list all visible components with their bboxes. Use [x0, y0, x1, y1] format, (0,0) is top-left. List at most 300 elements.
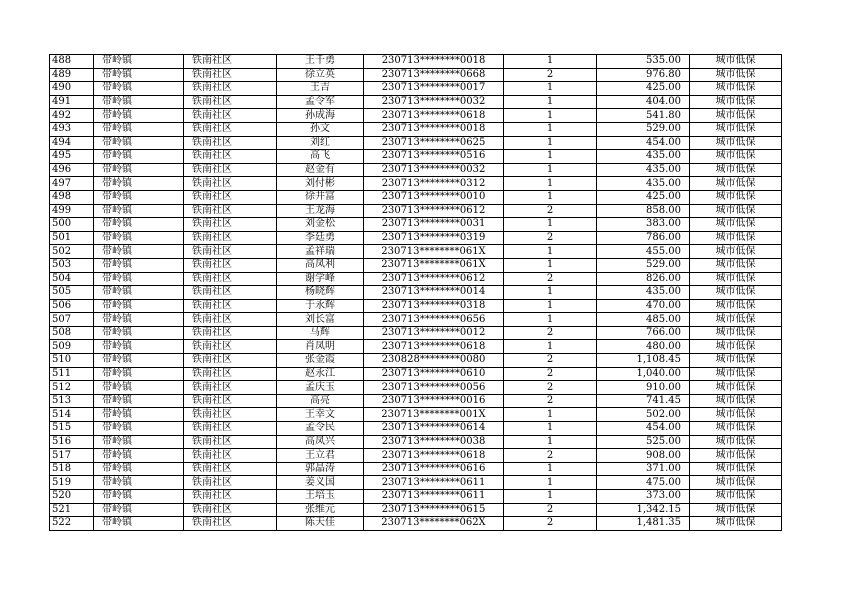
name-cell: 徐井富: [277, 190, 364, 204]
town-cell: 带岭镇: [94, 354, 184, 368]
assistance-type-cell: 城市低保: [690, 449, 782, 463]
community-cell: 铁南社区: [184, 204, 277, 218]
town-cell: 带岭镇: [94, 190, 184, 204]
table-row: [50, 204, 782, 218]
table-row: [50, 503, 782, 517]
name-cell: 张金霞: [277, 354, 364, 368]
community-cell: 铁南社区: [184, 449, 277, 463]
household-count-cell: 2: [504, 231, 597, 245]
table-row: [50, 422, 782, 436]
table-row: [50, 190, 782, 204]
town-cell: 带岭镇: [94, 422, 184, 436]
community-cell: 铁南社区: [184, 218, 277, 232]
town-cell: 带岭镇: [94, 95, 184, 109]
town-cell: 带岭镇: [94, 381, 184, 395]
amount-cell: 529.00: [597, 122, 690, 136]
name-cell: 肖凤明: [277, 340, 364, 354]
community-cell: 铁南社区: [184, 190, 277, 204]
name-cell: 高凤利: [277, 258, 364, 272]
household-count-cell: 2: [504, 394, 597, 408]
amount-cell: 485.00: [597, 313, 690, 327]
community-cell: 铁南社区: [184, 354, 277, 368]
row-number: 500: [50, 218, 94, 232]
name-cell: 张维元: [277, 503, 364, 517]
id-number-cell: 230713********0056: [364, 381, 504, 395]
row-number: 522: [50, 517, 94, 531]
town-cell: 带岭镇: [94, 136, 184, 150]
id-number-cell: 230713********062X: [364, 517, 504, 531]
community-cell: 铁南社区: [184, 82, 277, 96]
community-cell: 铁南社区: [184, 95, 277, 109]
row-number: 517: [50, 449, 94, 463]
assistance-type-cell: 城市低保: [690, 95, 782, 109]
amount-cell: 858.00: [597, 204, 690, 218]
assistance-type-cell: 城市低保: [690, 490, 782, 504]
household-count-cell: 1: [504, 422, 597, 436]
table-row: [50, 231, 782, 245]
community-cell: 铁南社区: [184, 150, 277, 164]
name-cell: 高凤兴: [277, 435, 364, 449]
table-row: [50, 490, 782, 504]
town-cell: 带岭镇: [94, 272, 184, 286]
amount-cell: 371.00: [597, 462, 690, 476]
household-count-cell: 1: [504, 136, 597, 150]
id-number-cell: 230713********0614: [364, 422, 504, 436]
name-cell: 赵永江: [277, 367, 364, 381]
id-number-cell: 230713********0017: [364, 82, 504, 96]
household-count-cell: 2: [504, 503, 597, 517]
household-count-cell: 1: [504, 245, 597, 259]
name-cell: 高亮: [277, 394, 364, 408]
table-row: [50, 286, 782, 300]
town-cell: 带岭镇: [94, 258, 184, 272]
table-row: [50, 109, 782, 123]
community-cell: 铁南社区: [184, 231, 277, 245]
id-number-cell: 230713********0516: [364, 150, 504, 164]
name-cell: 孟令军: [277, 95, 364, 109]
amount-cell: 826.00: [597, 272, 690, 286]
name-cell: 王培玉: [277, 490, 364, 504]
town-cell: 带岭镇: [94, 109, 184, 123]
household-count-cell: 1: [504, 435, 597, 449]
name-cell: 王立君: [277, 449, 364, 463]
community-cell: 铁南社区: [184, 299, 277, 313]
id-number-cell: 230713********0038: [364, 435, 504, 449]
name-cell: 王吉: [277, 82, 364, 96]
table-row: [50, 177, 782, 191]
town-cell: 带岭镇: [94, 245, 184, 259]
assistance-type-cell: 城市低保: [690, 408, 782, 422]
name-cell: 王千勇: [277, 55, 364, 69]
community-cell: 铁南社区: [184, 313, 277, 327]
name-cell: 刘长富: [277, 313, 364, 327]
id-number-cell: 230713********0656: [364, 313, 504, 327]
assistance-type-cell: 城市低保: [690, 354, 782, 368]
household-count-cell: 1: [504, 462, 597, 476]
id-number-cell: 230713********0618: [364, 109, 504, 123]
name-cell: 孟祥瑞: [277, 245, 364, 259]
town-cell: 带岭镇: [94, 435, 184, 449]
assistance-type-cell: 城市低保: [690, 313, 782, 327]
id-number-cell: 230713********0611: [364, 476, 504, 490]
community-cell: 铁南社区: [184, 177, 277, 191]
amount-cell: 455.00: [597, 245, 690, 259]
row-number: 488: [50, 55, 94, 69]
table-row: [50, 68, 782, 82]
community-cell: 铁南社区: [184, 517, 277, 531]
amount-cell: 383.00: [597, 218, 690, 232]
id-number-cell: 230713********0312: [364, 177, 504, 191]
id-number-cell: 230713********0616: [364, 462, 504, 476]
row-number: 512: [50, 381, 94, 395]
household-count-cell: 2: [504, 381, 597, 395]
household-count-cell: 1: [504, 122, 597, 136]
community-cell: 铁南社区: [184, 163, 277, 177]
row-number: 501: [50, 231, 94, 245]
assistance-type-cell: 城市低保: [690, 122, 782, 136]
town-cell: 带岭镇: [94, 517, 184, 531]
community-cell: 铁南社区: [184, 326, 277, 340]
household-count-cell: 1: [504, 190, 597, 204]
assistance-type-cell: 城市低保: [690, 68, 782, 82]
id-number-cell: 230713********061X: [364, 258, 504, 272]
id-number-cell: 230713********0618: [364, 449, 504, 463]
row-number: 504: [50, 272, 94, 286]
community-cell: 铁南社区: [184, 476, 277, 490]
amount-cell: 1,040.00: [597, 367, 690, 381]
row-number: 494: [50, 136, 94, 150]
amount-cell: 404.00: [597, 95, 690, 109]
amount-cell: 1,481.35: [597, 517, 690, 531]
table-row: [50, 258, 782, 272]
row-number: 489: [50, 68, 94, 82]
row-number: 492: [50, 109, 94, 123]
id-number-cell: 230713********0612: [364, 272, 504, 286]
town-cell: 带岭镇: [94, 462, 184, 476]
row-number: 514: [50, 408, 94, 422]
assistance-type-cell: 城市低保: [690, 462, 782, 476]
amount-cell: 786.00: [597, 231, 690, 245]
household-count-cell: 1: [504, 286, 597, 300]
assistance-type-cell: 城市低保: [690, 245, 782, 259]
id-number-cell: 230713********061X: [364, 245, 504, 259]
household-count-cell: 2: [504, 517, 597, 531]
amount-cell: 435.00: [597, 286, 690, 300]
household-count-cell: 1: [504, 313, 597, 327]
name-cell: 谢学峰: [277, 272, 364, 286]
id-number-cell: 230713********0318: [364, 299, 504, 313]
table-row: [50, 82, 782, 96]
amount-cell: 535.00: [597, 55, 690, 69]
town-cell: 带岭镇: [94, 490, 184, 504]
household-count-cell: 1: [504, 408, 597, 422]
household-count-cell: 2: [504, 354, 597, 368]
community-cell: 铁南社区: [184, 109, 277, 123]
name-cell: 赵金有: [277, 163, 364, 177]
town-cell: 带岭镇: [94, 476, 184, 490]
amount-cell: 435.00: [597, 150, 690, 164]
community-cell: 铁南社区: [184, 503, 277, 517]
name-cell: 刘付彬: [277, 177, 364, 191]
community-cell: 铁南社区: [184, 272, 277, 286]
row-number: 521: [50, 503, 94, 517]
row-number: 513: [50, 394, 94, 408]
table-row: [50, 136, 782, 150]
name-cell: 孙成海: [277, 109, 364, 123]
community-cell: 铁南社区: [184, 136, 277, 150]
amount-cell: 425.00: [597, 82, 690, 96]
table-row: [50, 517, 782, 531]
name-cell: 王龙海: [277, 204, 364, 218]
amount-cell: 976.80: [597, 68, 690, 82]
name-cell: 姜义国: [277, 476, 364, 490]
town-cell: 带岭镇: [94, 408, 184, 422]
household-count-cell: 1: [504, 55, 597, 69]
community-cell: 铁南社区: [184, 55, 277, 69]
name-cell: 陈天佳: [277, 517, 364, 531]
table-row: [50, 218, 782, 232]
assistance-type-cell: 城市低保: [690, 503, 782, 517]
town-cell: 带岭镇: [94, 68, 184, 82]
table-row: [50, 449, 782, 463]
assistance-type-cell: 城市低保: [690, 326, 782, 340]
id-number-cell: 230828********0080: [364, 354, 504, 368]
household-count-cell: 1: [504, 218, 597, 232]
amount-cell: 541.80: [597, 109, 690, 123]
household-count-cell: 2: [504, 449, 597, 463]
assistance-type-cell: 城市低保: [690, 177, 782, 191]
assistance-type-cell: 城市低保: [690, 422, 782, 436]
town-cell: 带岭镇: [94, 122, 184, 136]
household-count-cell: 1: [504, 150, 597, 164]
town-cell: 带岭镇: [94, 204, 184, 218]
community-cell: 铁南社区: [184, 340, 277, 354]
household-count-cell: 1: [504, 258, 597, 272]
household-count-cell: 1: [504, 177, 597, 191]
id-number-cell: 230713********0668: [364, 68, 504, 82]
row-number: 515: [50, 422, 94, 436]
amount-cell: 475.00: [597, 476, 690, 490]
row-number: 506: [50, 299, 94, 313]
table-row: [50, 245, 782, 259]
row-number: 490: [50, 82, 94, 96]
row-number: 518: [50, 462, 94, 476]
town-cell: 带岭镇: [94, 367, 184, 381]
name-cell: 孟庆玉: [277, 381, 364, 395]
community-cell: 铁南社区: [184, 435, 277, 449]
table-row: [50, 122, 782, 136]
household-count-cell: 2: [504, 326, 597, 340]
town-cell: 带岭镇: [94, 394, 184, 408]
town-cell: 带岭镇: [94, 150, 184, 164]
name-cell: 高飞: [277, 150, 364, 164]
id-number-cell: 230713********001X: [364, 408, 504, 422]
town-cell: 带岭镇: [94, 313, 184, 327]
row-number: 496: [50, 163, 94, 177]
row-number: 495: [50, 150, 94, 164]
assistance-type-cell: 城市低保: [690, 367, 782, 381]
assistance-type-cell: 城市低保: [690, 136, 782, 150]
household-count-cell: 1: [504, 163, 597, 177]
id-number-cell: 230713********0611: [364, 490, 504, 504]
amount-cell: 1,108.45: [597, 354, 690, 368]
table-row: [50, 354, 782, 368]
id-number-cell: 230713********0032: [364, 163, 504, 177]
assistance-type-cell: 城市低保: [690, 286, 782, 300]
assistance-type-cell: 城市低保: [690, 218, 782, 232]
amount-cell: 908.00: [597, 449, 690, 463]
town-cell: 带岭镇: [94, 163, 184, 177]
amount-cell: 454.00: [597, 422, 690, 436]
name-cell: 郭晶涛: [277, 462, 364, 476]
town-cell: 带岭镇: [94, 503, 184, 517]
assistance-type-cell: 城市低保: [690, 340, 782, 354]
table-row: [50, 313, 782, 327]
amount-cell: 454.00: [597, 136, 690, 150]
table-row: [50, 367, 782, 381]
town-cell: 带岭镇: [94, 177, 184, 191]
household-count-cell: 2: [504, 68, 597, 82]
name-cell: 孙文: [277, 122, 364, 136]
table-row: [50, 299, 782, 313]
household-count-cell: 2: [504, 272, 597, 286]
row-number: 509: [50, 340, 94, 354]
row-number: 505: [50, 286, 94, 300]
row-number: 493: [50, 122, 94, 136]
community-cell: 铁南社区: [184, 394, 277, 408]
amount-cell: 766.00: [597, 326, 690, 340]
row-number: 519: [50, 476, 94, 490]
id-number-cell: 230713********0014: [364, 286, 504, 300]
assistance-type-cell: 城市低保: [690, 381, 782, 395]
name-cell: 孟令民: [277, 422, 364, 436]
household-count-cell: 2: [504, 367, 597, 381]
community-cell: 铁南社区: [184, 490, 277, 504]
row-number: 502: [50, 245, 94, 259]
community-cell: 铁南社区: [184, 286, 277, 300]
id-number-cell: 230713********0016: [364, 394, 504, 408]
community-cell: 铁南社区: [184, 122, 277, 136]
amount-cell: 1,342.15: [597, 503, 690, 517]
row-number: 498: [50, 190, 94, 204]
assistance-type-cell: 城市低保: [690, 476, 782, 490]
assistance-type-cell: 城市低保: [690, 163, 782, 177]
community-cell: 铁南社区: [184, 408, 277, 422]
row-number: 507: [50, 313, 94, 327]
household-count-cell: 1: [504, 109, 597, 123]
subsidy-table: [49, 54, 782, 531]
community-cell: 铁南社区: [184, 68, 277, 82]
id-number-cell: 230713********0018: [364, 55, 504, 69]
table-row: [50, 326, 782, 340]
assistance-type-cell: 城市低保: [690, 55, 782, 69]
name-cell: 于永辉: [277, 299, 364, 313]
table-row: [50, 435, 782, 449]
household-count-cell: 1: [504, 490, 597, 504]
town-cell: 带岭镇: [94, 218, 184, 232]
name-cell: 徐立英: [277, 68, 364, 82]
row-number: 511: [50, 367, 94, 381]
assistance-type-cell: 城市低保: [690, 231, 782, 245]
assistance-type-cell: 城市低保: [690, 394, 782, 408]
id-number-cell: 230713********0319: [364, 231, 504, 245]
id-number-cell: 230713********0031: [364, 218, 504, 232]
assistance-type-cell: 城市低保: [690, 435, 782, 449]
assistance-type-cell: 城市低保: [690, 204, 782, 218]
household-count-cell: 2: [504, 204, 597, 218]
id-number-cell: 230713********0010: [364, 190, 504, 204]
row-number: 491: [50, 95, 94, 109]
town-cell: 带岭镇: [94, 82, 184, 96]
id-number-cell: 230713********0032: [364, 95, 504, 109]
id-number-cell: 230713********0018: [364, 122, 504, 136]
table-row: [50, 462, 782, 476]
amount-cell: 525.00: [597, 435, 690, 449]
row-number: 497: [50, 177, 94, 191]
amount-cell: 425.00: [597, 190, 690, 204]
town-cell: 带岭镇: [94, 340, 184, 354]
household-count-cell: 1: [504, 95, 597, 109]
amount-cell: 529.00: [597, 258, 690, 272]
table-row: [50, 381, 782, 395]
name-cell: 杨晓辉: [277, 286, 364, 300]
table-row: [50, 95, 782, 109]
amount-cell: 741.45: [597, 394, 690, 408]
table-row: [50, 272, 782, 286]
amount-cell: 373.00: [597, 490, 690, 504]
assistance-type-cell: 城市低保: [690, 299, 782, 313]
table-row: [50, 55, 782, 69]
community-cell: 铁南社区: [184, 367, 277, 381]
town-cell: 带岭镇: [94, 326, 184, 340]
table-body: [50, 55, 782, 531]
row-number: 508: [50, 326, 94, 340]
id-number-cell: 230713********0615: [364, 503, 504, 517]
name-cell: 王幸文: [277, 408, 364, 422]
amount-cell: 435.00: [597, 163, 690, 177]
town-cell: 带岭镇: [94, 231, 184, 245]
community-cell: 铁南社区: [184, 462, 277, 476]
town-cell: 带岭镇: [94, 55, 184, 69]
household-count-cell: 1: [504, 82, 597, 96]
table-row: [50, 408, 782, 422]
household-count-cell: 1: [504, 476, 597, 490]
household-count-cell: 1: [504, 299, 597, 313]
community-cell: 铁南社区: [184, 422, 277, 436]
assistance-type-cell: 城市低保: [690, 258, 782, 272]
name-cell: 刘金松: [277, 218, 364, 232]
assistance-type-cell: 城市低保: [690, 517, 782, 531]
assistance-type-cell: 城市低保: [690, 109, 782, 123]
town-cell: 带岭镇: [94, 299, 184, 313]
household-count-cell: 1: [504, 340, 597, 354]
table-row: [50, 163, 782, 177]
amount-cell: 502.00: [597, 408, 690, 422]
community-cell: 铁南社区: [184, 381, 277, 395]
row-number: 516: [50, 435, 94, 449]
table-row: [50, 476, 782, 490]
name-cell: 李廷勇: [277, 231, 364, 245]
assistance-type-cell: 城市低保: [690, 190, 782, 204]
community-cell: 铁南社区: [184, 245, 277, 259]
name-cell: 刘红: [277, 136, 364, 150]
assistance-type-cell: 城市低保: [690, 150, 782, 164]
amount-cell: 435.00: [597, 177, 690, 191]
town-cell: 带岭镇: [94, 449, 184, 463]
amount-cell: 480.00: [597, 340, 690, 354]
id-number-cell: 230713********0612: [364, 204, 504, 218]
id-number-cell: 230713********0625: [364, 136, 504, 150]
